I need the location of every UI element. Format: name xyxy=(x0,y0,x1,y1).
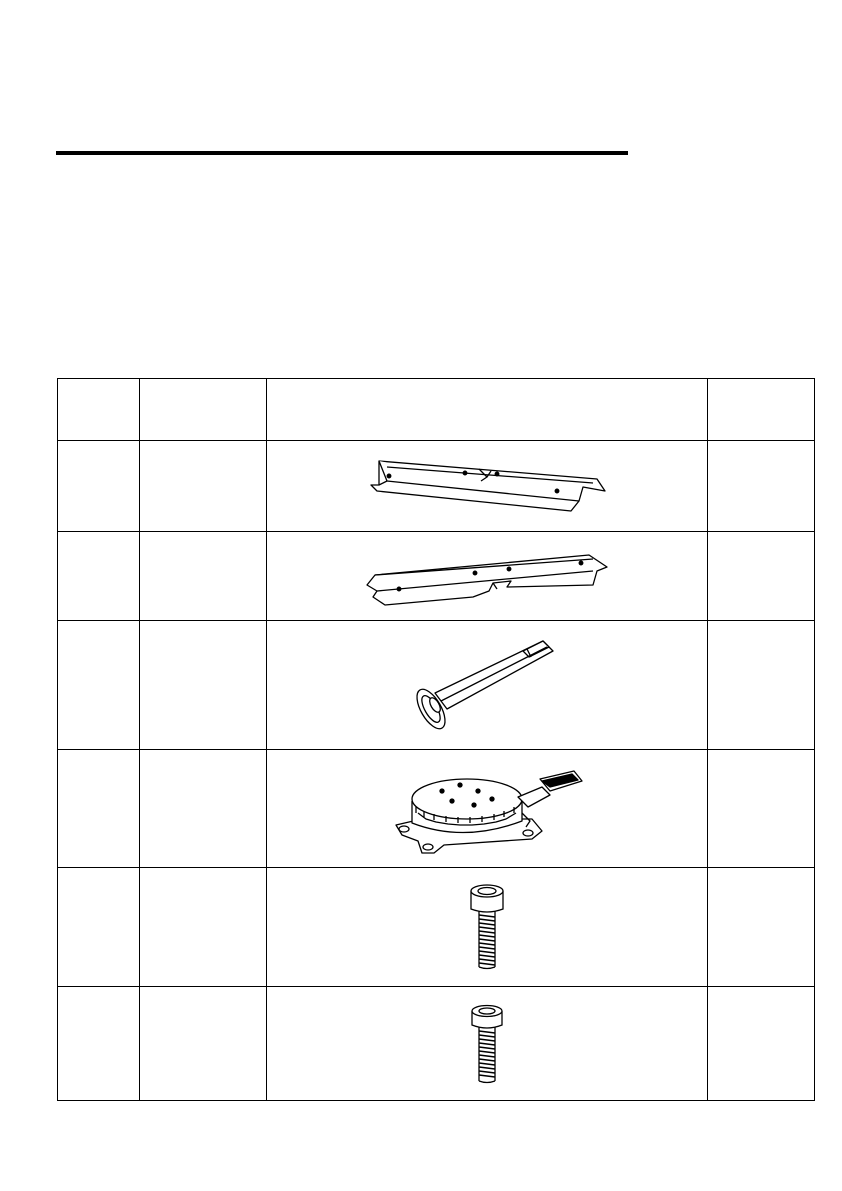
parts-table xyxy=(57,378,815,1101)
part-number-cell xyxy=(58,750,140,868)
header-rule xyxy=(56,151,628,155)
column-header-qty xyxy=(708,379,815,441)
quantity-cell xyxy=(708,441,815,532)
socket-bolt-small-icon xyxy=(462,1001,512,1087)
part-name-cell xyxy=(140,868,267,987)
socket-bolt-large-icon xyxy=(457,881,517,973)
illustration-cell xyxy=(267,868,708,987)
part-number-cell xyxy=(58,868,140,987)
rail-bracket-wide-icon xyxy=(357,451,617,521)
column-header-part xyxy=(58,379,140,441)
part-name-cell xyxy=(140,987,267,1101)
table-row xyxy=(58,532,815,621)
swivel-plate-mechanism-icon xyxy=(382,761,592,857)
flanged-tube-icon xyxy=(407,633,567,737)
quantity-cell xyxy=(708,621,815,750)
table-header-row xyxy=(58,379,815,441)
illustration-cell xyxy=(267,621,708,750)
part-number-cell xyxy=(58,532,140,621)
table-row xyxy=(58,868,815,987)
part-name-cell xyxy=(140,621,267,750)
part-name-cell xyxy=(140,532,267,621)
table-row xyxy=(58,621,815,750)
table-row xyxy=(58,750,815,868)
part-number-cell xyxy=(58,441,140,532)
quantity-cell xyxy=(708,868,815,987)
quantity-cell xyxy=(708,987,815,1101)
part-name-cell xyxy=(140,750,267,868)
column-header-illustration xyxy=(267,379,708,441)
part-name-cell xyxy=(140,441,267,532)
illustration-cell xyxy=(267,441,708,532)
illustration-cell xyxy=(267,532,708,621)
part-number-cell xyxy=(58,621,140,750)
illustration-cell xyxy=(267,750,708,868)
table-row xyxy=(58,441,815,532)
column-header-name xyxy=(140,379,267,441)
table-row xyxy=(58,987,815,1101)
illustration-cell xyxy=(267,987,708,1101)
quantity-cell xyxy=(708,750,815,868)
rail-bracket-long-icon xyxy=(357,545,617,607)
quantity-cell xyxy=(708,532,815,621)
part-number-cell xyxy=(58,987,140,1101)
